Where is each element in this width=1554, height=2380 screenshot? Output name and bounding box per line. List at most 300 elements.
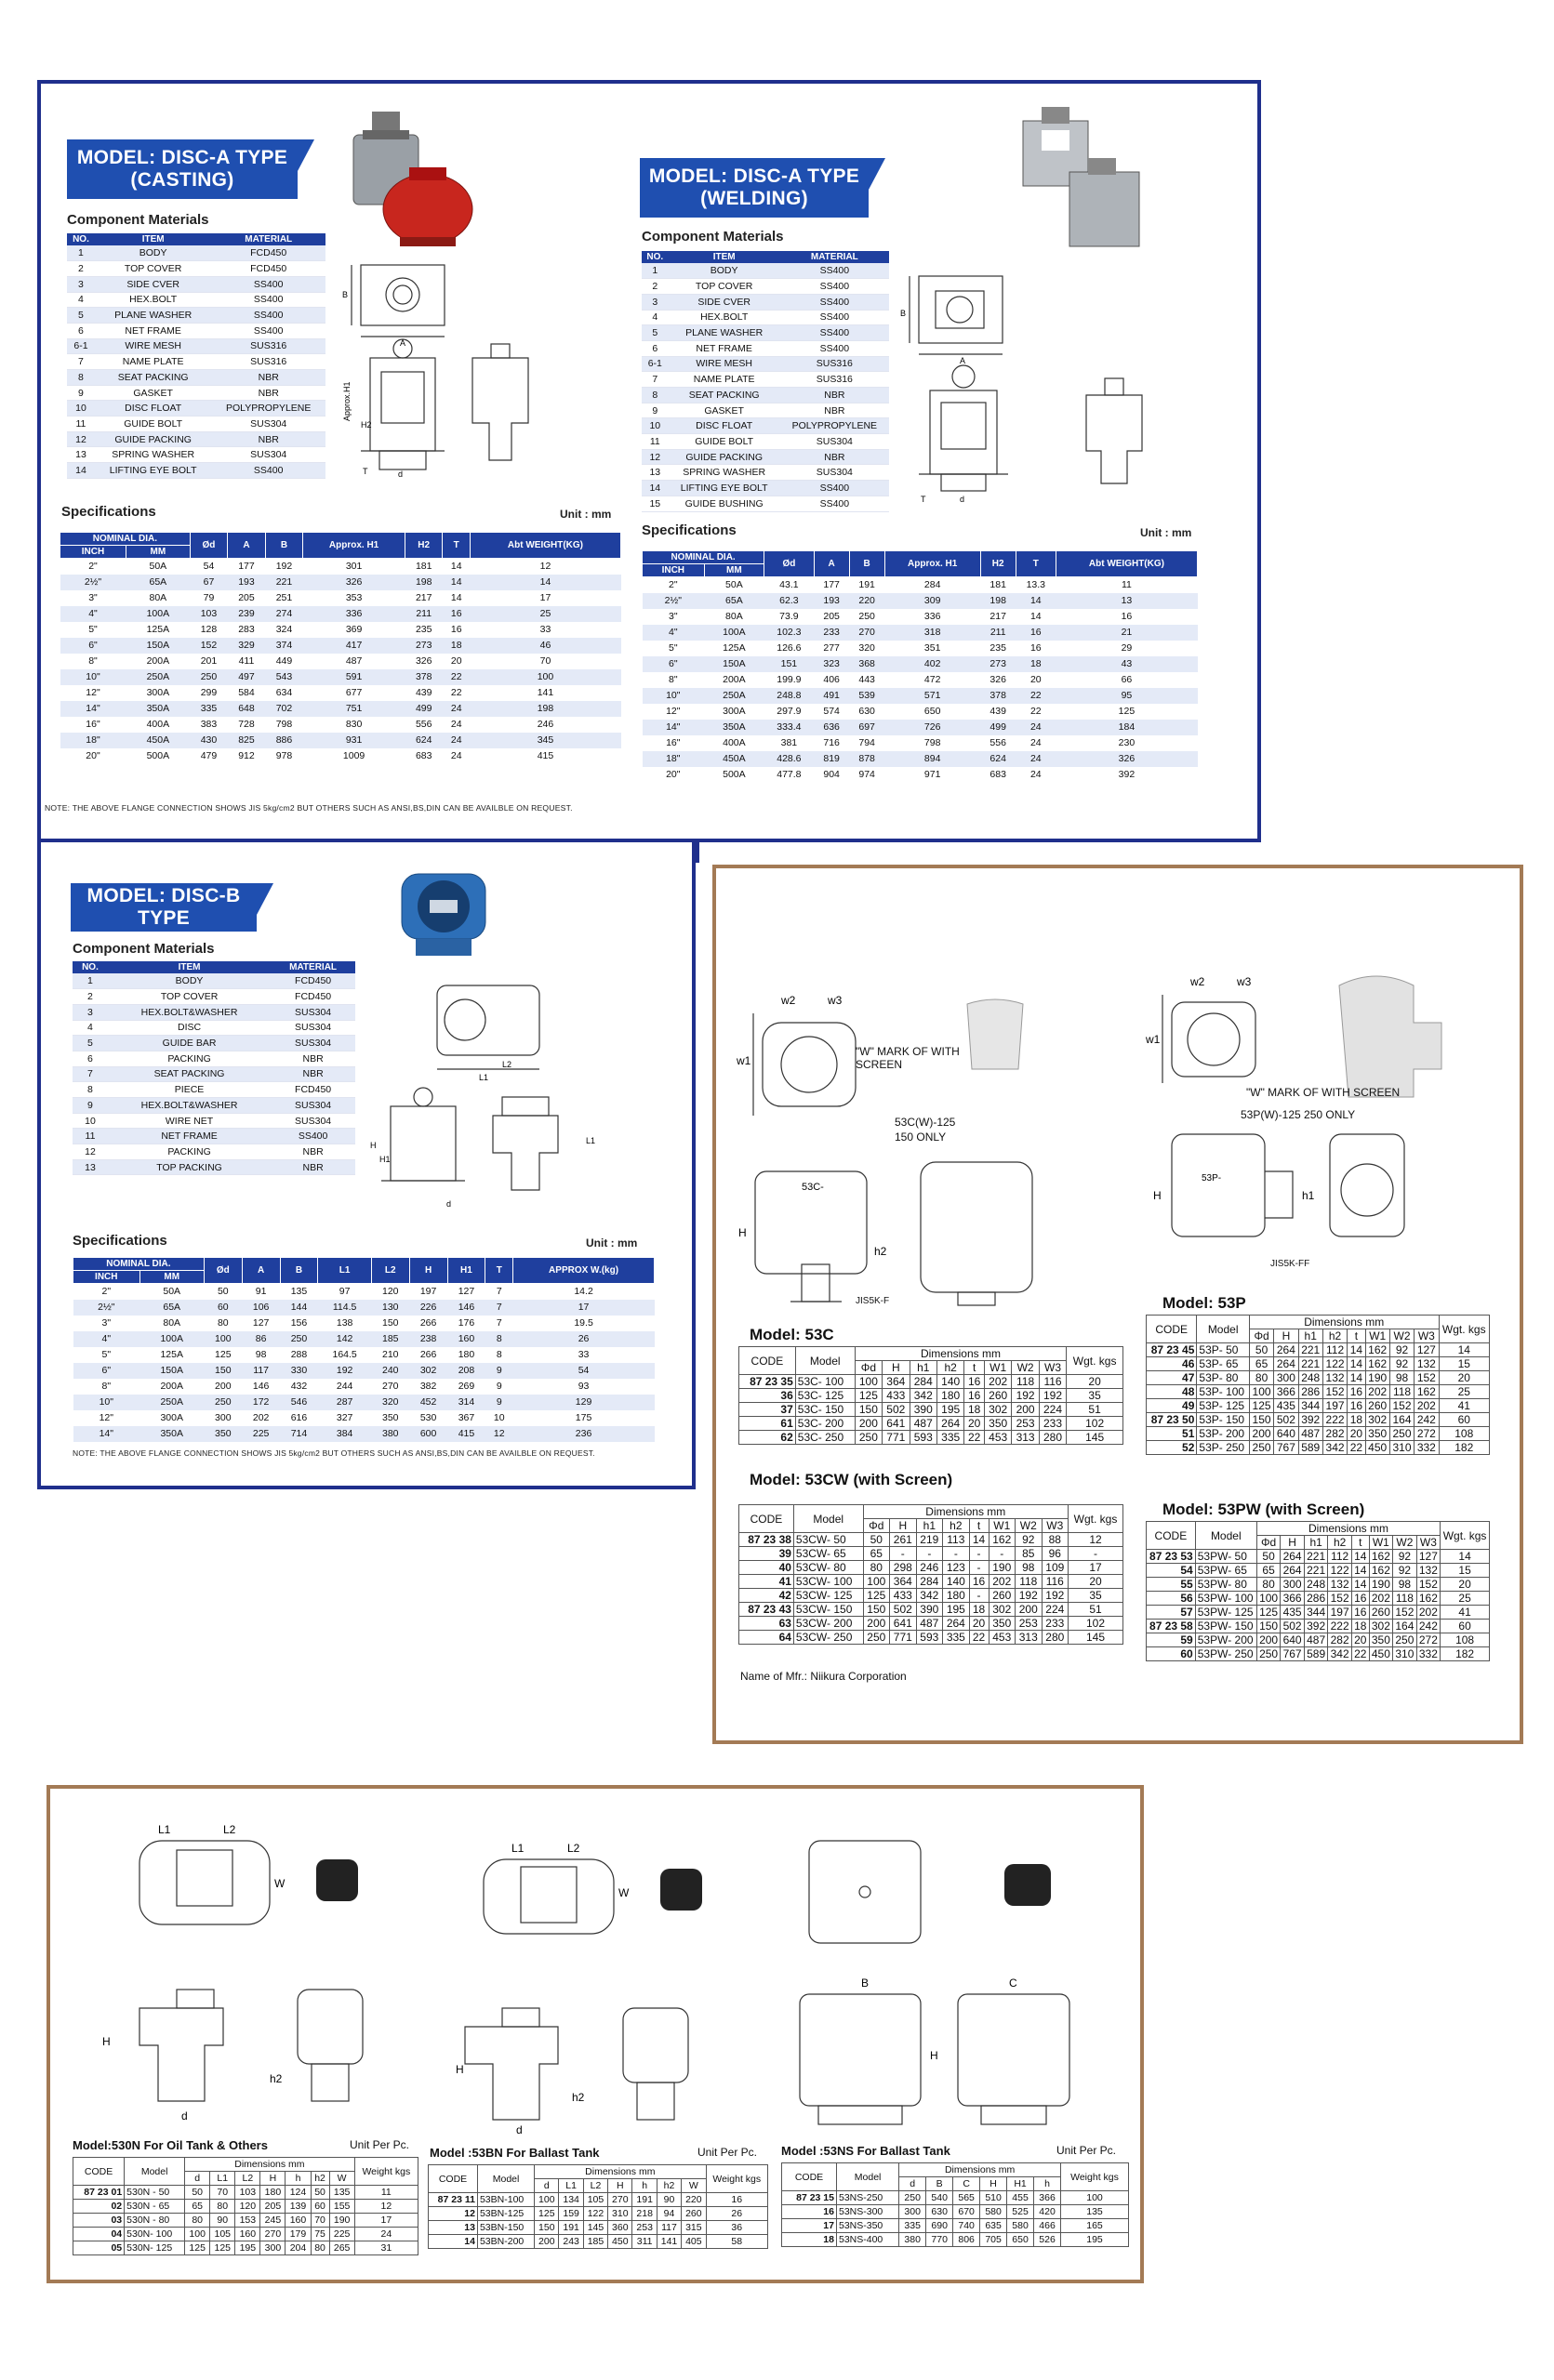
table-cell: SUS304 (211, 447, 325, 463)
table-cell: 65A (704, 593, 764, 609)
table-header: Model (836, 2163, 898, 2191)
table-cell: 182 (1439, 1441, 1489, 1455)
table-row (642, 340, 889, 356)
table-cell: 191 (559, 2221, 583, 2235)
table-cell: 342 (916, 1589, 943, 1603)
table-cell: 118 (1012, 1375, 1039, 1389)
table-cell: 164.5 (332, 1349, 357, 1360)
table-header: H (260, 2172, 286, 2186)
svg-text:L2: L2 (502, 1060, 512, 1069)
table-cell: 70 (539, 655, 551, 667)
table-row (739, 1389, 1123, 1403)
table-cell: 794 (858, 737, 875, 748)
table-header: NOMINAL DIA. (60, 533, 191, 546)
table-cell: 211 (980, 625, 1016, 641)
table-cell: 24 (1029, 737, 1042, 748)
table-cell: 499 (405, 701, 443, 717)
table-cell: 455 (1007, 2191, 1034, 2205)
table-row (643, 704, 1198, 720)
table-row (73, 1300, 655, 1316)
table-cell: 14" (60, 701, 126, 717)
table-cell: 798 (275, 719, 293, 730)
table-cell: 202 (1415, 1399, 1439, 1413)
table-header: L2 (583, 2179, 607, 2193)
table-row (67, 354, 325, 370)
table-cell: 499 (980, 720, 1016, 735)
title-530n: Model:530N For Oil Tank & Others (73, 2138, 268, 2152)
table-cell: 344 (1298, 1399, 1322, 1413)
table-cell: NAME PLATE (669, 372, 780, 388)
table-cell: 125A (723, 642, 746, 654)
table-header: h2 (936, 1361, 963, 1375)
table-cell: 17 (513, 1300, 655, 1316)
table-cell: 219 (916, 1533, 943, 1547)
svg-text:H: H (738, 1226, 747, 1239)
table-header: W1 (989, 1519, 1016, 1533)
table-cell: 165 (1061, 2219, 1129, 2233)
drawing-53bn (437, 1841, 744, 2138)
table-cell: 7 (73, 1066, 108, 1082)
table-header: H (883, 1361, 910, 1375)
table-header: H2 (980, 551, 1016, 577)
table-cell: 16 (969, 1575, 989, 1589)
table-cell: 205 (260, 2200, 286, 2214)
table-cell: 310 (1393, 1647, 1417, 1661)
table-row (73, 989, 355, 1005)
table-cell: 238 (409, 1331, 447, 1347)
table-cell: 624 (405, 733, 443, 748)
table-cell: TOP COVER (108, 989, 271, 1005)
table-cell: 156 (290, 1317, 308, 1329)
svg-text:L1: L1 (479, 1073, 489, 1082)
spec-title-welding: Specifications (642, 522, 737, 538)
svg-text:A: A (400, 338, 406, 348)
table-cell: 350 (204, 1426, 242, 1442)
table-row (739, 1547, 1123, 1561)
table-cell: 367 (458, 1412, 475, 1423)
table-cell: 392 (1304, 1620, 1328, 1633)
table-row (642, 251, 889, 263)
table-cell: 616 (290, 1412, 308, 1423)
table-cell: 53BN-125 (477, 2207, 534, 2221)
table-cell: 175 (575, 1412, 592, 1423)
table-cell: 261 (890, 1533, 917, 1547)
table-cell: 320 (858, 642, 875, 654)
table-header: W (682, 2179, 706, 2193)
table-row (67, 338, 325, 354)
table-cell: 12 (354, 2200, 418, 2214)
table-cell: 300 (260, 2241, 286, 2255)
table-cell: 380 (899, 2233, 926, 2247)
table-cell: 16 (1348, 1385, 1365, 1399)
table-cell: 192 (275, 561, 293, 573)
table-cell: 100 (1061, 2191, 1129, 2205)
table-cell: 1 (73, 973, 108, 989)
table-cell: 233 (1042, 1617, 1069, 1631)
table-cell: SUS304 (780, 434, 889, 450)
table-row (642, 356, 889, 372)
table-cell: 53C- 200 (795, 1417, 855, 1431)
svg-text:h2: h2 (572, 2091, 585, 2104)
svg-text:w3: w3 (1237, 975, 1252, 988)
table-cell: 9 (485, 1395, 513, 1410)
table-cell: 318 (884, 625, 980, 641)
table-header: H1 (447, 1258, 485, 1284)
table-cell: 260 (1365, 1399, 1389, 1413)
table-cell: 3 (73, 1004, 108, 1020)
table-53ns (781, 2162, 1129, 2247)
table-cell: FCD450 (271, 973, 355, 989)
table-header: Weight kgs (706, 2165, 767, 2193)
table-cell: 63 (739, 1617, 794, 1631)
table-cell: 3" (88, 592, 98, 603)
table-cell: 8 (642, 388, 669, 403)
spec-title-disc-b: Specifications (73, 1233, 167, 1249)
table-cell: 450A (704, 751, 764, 767)
table-cell: 250A (704, 688, 764, 704)
table-cell: 350A (704, 720, 764, 735)
table-cell: 8 (496, 1349, 502, 1360)
table-cell: 100 (1256, 1592, 1281, 1606)
table-cell: 96 (1042, 1547, 1069, 1561)
table-cell: 248 (1304, 1578, 1328, 1592)
table-cell: 18 (964, 1403, 985, 1417)
table-row (73, 1129, 355, 1144)
table-cell: SIDE CVER (669, 294, 780, 310)
table-header: h2 (943, 1519, 970, 1533)
table-cell: 452 (409, 1395, 447, 1410)
table-cell: 16 (450, 624, 462, 635)
table-cell: 130 (371, 1300, 409, 1316)
table-cell: 50A (725, 579, 743, 591)
table-cell: GUIDE BOLT (669, 434, 780, 450)
table-cell: 129 (513, 1395, 655, 1410)
table-header: Model (795, 1347, 855, 1375)
table-header: CODE (1147, 1522, 1196, 1550)
table-cell: 118 (1393, 1592, 1417, 1606)
table-cell: 374 (265, 638, 303, 654)
table-cell: 472 (923, 674, 941, 685)
svg-text:H: H (370, 1141, 377, 1150)
table-cell: 333.4 (764, 720, 814, 735)
table-cell: 41 (1441, 1606, 1490, 1620)
table-53c (738, 1346, 1123, 1445)
table-header: h1 (916, 1519, 943, 1533)
table-header: h (286, 2172, 311, 2186)
table-cell: 65 (185, 2200, 210, 2214)
table-cell: 53PW- 80 (1195, 1578, 1256, 1592)
table-cell: 152 (1415, 1371, 1439, 1385)
table-cell: 14 (1439, 1343, 1489, 1357)
table-cell: 5" (669, 642, 678, 654)
table-cell: NBR (211, 431, 325, 447)
table-cell: 79 (203, 592, 215, 603)
table-cell: 230 (1118, 737, 1136, 748)
table-cell: 6 (642, 340, 669, 356)
table-cell: 8 (485, 1331, 513, 1347)
table-cell: TOP COVER (95, 261, 211, 277)
table-cell: 55 (1147, 1578, 1196, 1592)
title-line2: (WELDING) (700, 188, 808, 209)
table-cell: 641 (890, 1617, 917, 1631)
table-cell: 50 (311, 2186, 329, 2200)
table-cell: 120 (235, 2200, 260, 2214)
table-cell: 350A (126, 701, 190, 717)
table-cell: 10" (60, 669, 126, 685)
table-cell: 16 (1016, 625, 1056, 641)
table-cell: 200 (855, 1417, 882, 1431)
table-cell: 335 (943, 1631, 970, 1645)
table-cell: 342 (1328, 1647, 1352, 1661)
table-cell: NBR (211, 385, 325, 401)
table-cell: 70 (311, 2214, 329, 2228)
table-cell: SUS304 (271, 1113, 355, 1129)
table-cell: SS400 (211, 463, 325, 479)
table-row (73, 2158, 418, 2172)
table-cell: 18 (443, 638, 471, 654)
table-cell: 202 (984, 1375, 1011, 1389)
table-cell: 53CW- 250 (793, 1631, 863, 1645)
table-cell: 53P- 150 (1197, 1413, 1250, 1427)
table-cell: 1009 (342, 750, 365, 761)
table-cell: 301 (345, 561, 363, 573)
svg-text:h2: h2 (874, 1245, 887, 1258)
table-row (73, 1036, 355, 1051)
table-cell: 580 (1007, 2219, 1034, 2233)
table-cell: 51 (1147, 1427, 1197, 1441)
table-cell: 302 (1369, 1620, 1393, 1633)
table-cell: 543 (265, 669, 303, 685)
table-cell: GUIDE BOLT (95, 416, 211, 432)
table-row (60, 638, 621, 654)
table-cell: 41 (739, 1575, 794, 1589)
table-cell: SUS316 (780, 356, 889, 372)
table-cell: 56 (1147, 1592, 1196, 1606)
table-header: C (953, 2177, 980, 2191)
table-cell: 17 (782, 2219, 837, 2233)
table-cell: 751 (303, 701, 405, 717)
table-cell: 100A (139, 1331, 204, 1347)
table-cell: 144 (280, 1300, 318, 1316)
table-row (739, 1575, 1123, 1589)
table-cell: 342 (910, 1389, 936, 1403)
table-cell: 648 (228, 701, 266, 717)
table-row (642, 418, 889, 434)
table-row (642, 325, 889, 341)
table-cell: 22 (443, 669, 471, 685)
table-cell: WIRE MESH (95, 338, 211, 354)
table-row (782, 2163, 1129, 2177)
table-cell: 172 (242, 1395, 280, 1410)
table-cell: 118 (1389, 1385, 1414, 1399)
table-cell: 453 (984, 1431, 1011, 1445)
table-cell: 335 (936, 1431, 963, 1445)
table-cell: 164 (1393, 1620, 1417, 1633)
table-cell: 159 (559, 2207, 583, 2221)
table-cell: 415 (447, 1426, 485, 1442)
table-cell: 153 (235, 2214, 260, 2228)
table-cell: 112 (1322, 1343, 1347, 1357)
table-cell: 150 (863, 1603, 890, 1617)
svg-text:T: T (921, 495, 926, 504)
table-cell: GASKET (95, 385, 211, 401)
table-cell: 406 (823, 674, 840, 685)
table-row (643, 609, 1198, 625)
table-cell: 53CW- 150 (793, 1603, 863, 1617)
table-cell: 260 (984, 1389, 1011, 1403)
table-header: W3 (1415, 1329, 1439, 1343)
table-header: H (1274, 1329, 1298, 1343)
table-cell: 116 (1039, 1375, 1066, 1389)
table-header: MM (139, 1271, 204, 1284)
table-cell: 390 (916, 1603, 943, 1617)
table-row (782, 2205, 1129, 2219)
table-cell: 198 (470, 701, 620, 717)
table-cell: 16 (706, 2193, 767, 2207)
table-cell: 771 (890, 1631, 917, 1645)
table-cell: 819 (814, 751, 849, 767)
table-cell: 46 (470, 638, 620, 654)
table-cell: 2 (67, 261, 95, 277)
table-cell: PLANE WASHER (669, 325, 780, 341)
table-cell: 53CW- 100 (793, 1575, 863, 1589)
table-header: W (329, 2172, 354, 2186)
table-cell: 132 (1328, 1578, 1352, 1592)
table-cell: 91 (255, 1286, 267, 1298)
table-header: H2 (405, 533, 443, 559)
table-cell: 368 (849, 656, 884, 672)
svg-text:w3: w3 (828, 994, 843, 1007)
table-cell: 264 (1281, 1564, 1305, 1578)
table-cell: 87 23 45 (1147, 1343, 1197, 1357)
table-cell: 160 (286, 2214, 311, 2228)
table-row (739, 1631, 1123, 1645)
table-header: d (899, 2177, 926, 2191)
table-row (429, 2193, 768, 2207)
table-cell: 150A (139, 1363, 204, 1379)
table-cell: 702 (265, 701, 303, 717)
table-cell: 118 (1016, 1575, 1043, 1589)
table-cell: 24 (443, 733, 471, 748)
table-cell: 64 (739, 1631, 794, 1645)
table-cell: 3 (67, 276, 95, 292)
table-cell: 208 (447, 1363, 485, 1379)
table-header: Φd (855, 1361, 882, 1375)
table-cell: 95 (1056, 688, 1197, 704)
table-cell: 450 (1365, 1441, 1389, 1455)
table-cell: NBR (780, 449, 889, 465)
table-cell: NBR (271, 1066, 355, 1082)
table-cell: 54 (1147, 1564, 1196, 1578)
table-cell: 190 (1365, 1371, 1389, 1385)
table-cell: 125 (1256, 1606, 1281, 1620)
table-cell: 280 (1042, 1631, 1069, 1645)
table-cell: 184 (1056, 720, 1197, 735)
table-cell: 366 (1274, 1385, 1298, 1399)
svg-text:H: H (456, 2063, 464, 2076)
table-row (73, 1113, 355, 1129)
table-cell: 125 (1118, 706, 1136, 717)
table-cell: PACKING (108, 1144, 271, 1160)
table-cell: SEAT PACKING (108, 1066, 271, 1082)
table-cell: 690 (926, 2219, 953, 2233)
table-cell: 14 (1348, 1371, 1365, 1385)
table-cell: 145 (1069, 1631, 1123, 1645)
table-row (60, 606, 621, 622)
table-cell: 250 (1389, 1427, 1414, 1441)
table-cell: 22 (969, 1631, 989, 1645)
table-cell: 574 (823, 706, 840, 717)
table-cell: 825 (228, 733, 266, 748)
table-cell: 102 (1067, 1417, 1123, 1431)
valve-photo-welding (1014, 102, 1153, 260)
label-53pw125: 53P(W)-125 250 ONLY (1241, 1108, 1356, 1121)
table-row (1147, 1371, 1490, 1385)
table-header: Φd (1256, 1536, 1281, 1550)
table-cell: 300 (899, 2205, 926, 2219)
table-row (643, 735, 1198, 751)
table-cell: 13 (67, 447, 95, 463)
table-header: W1 (984, 1361, 1011, 1375)
table-header: MM (126, 546, 190, 559)
table-cell: SPRING WASHER (95, 447, 211, 463)
title-line1: MODEL: DISC-A TYPE (648, 165, 860, 187)
table-cell: 14 (1351, 1550, 1369, 1564)
table-cell: 114.5 (318, 1300, 371, 1316)
table-cell: 3" (101, 1317, 112, 1329)
table-header: Approx. H1 (303, 533, 405, 559)
table-cell: 487 (1304, 1633, 1328, 1647)
table-row (739, 1505, 1123, 1519)
svg-text:B: B (900, 309, 907, 318)
table-cell: 650 (923, 706, 941, 717)
table-header: W3 (1039, 1361, 1066, 1375)
table-row (67, 245, 325, 261)
table-cell: 123 (943, 1561, 970, 1575)
table-cell: 93 (578, 1381, 590, 1392)
table-cell: 199.9 (777, 674, 802, 685)
table-cell: POLYPROPYLENE (211, 401, 325, 416)
table-cell: 50 (217, 1286, 229, 1298)
table-row (73, 1082, 355, 1098)
table-row (1147, 1606, 1490, 1620)
table-cell: 12 (1069, 1533, 1123, 1547)
svg-text:H2: H2 (361, 420, 372, 430)
svg-text:A: A (960, 356, 966, 365)
table-cell: 37 (739, 1403, 796, 1417)
table-cell: SS400 (780, 496, 889, 511)
table-cell: 24 (1016, 720, 1056, 735)
table-cell: 251 (275, 592, 293, 603)
table-cell: 20 (1439, 1371, 1489, 1385)
table-cell: 235 (990, 642, 1006, 654)
table-cell: SS400 (780, 310, 889, 325)
table-header: Φd (863, 1519, 890, 1533)
table-cell: 264 (1281, 1550, 1305, 1564)
table-cell: 33 (578, 1349, 590, 1360)
table-row (60, 748, 621, 764)
table-cell: 21 (1056, 625, 1197, 641)
table-cell: 14 (67, 463, 95, 479)
table-cell: 150A (704, 656, 764, 672)
table-cell: 556 (990, 737, 1006, 748)
table-cell: 150 (204, 1363, 242, 1379)
table-cell: 192 (1012, 1389, 1039, 1403)
table-row (60, 575, 621, 590)
table-header: H (980, 2177, 1007, 2191)
table-header: MM (704, 564, 764, 577)
table-cell: 40 (739, 1561, 794, 1575)
